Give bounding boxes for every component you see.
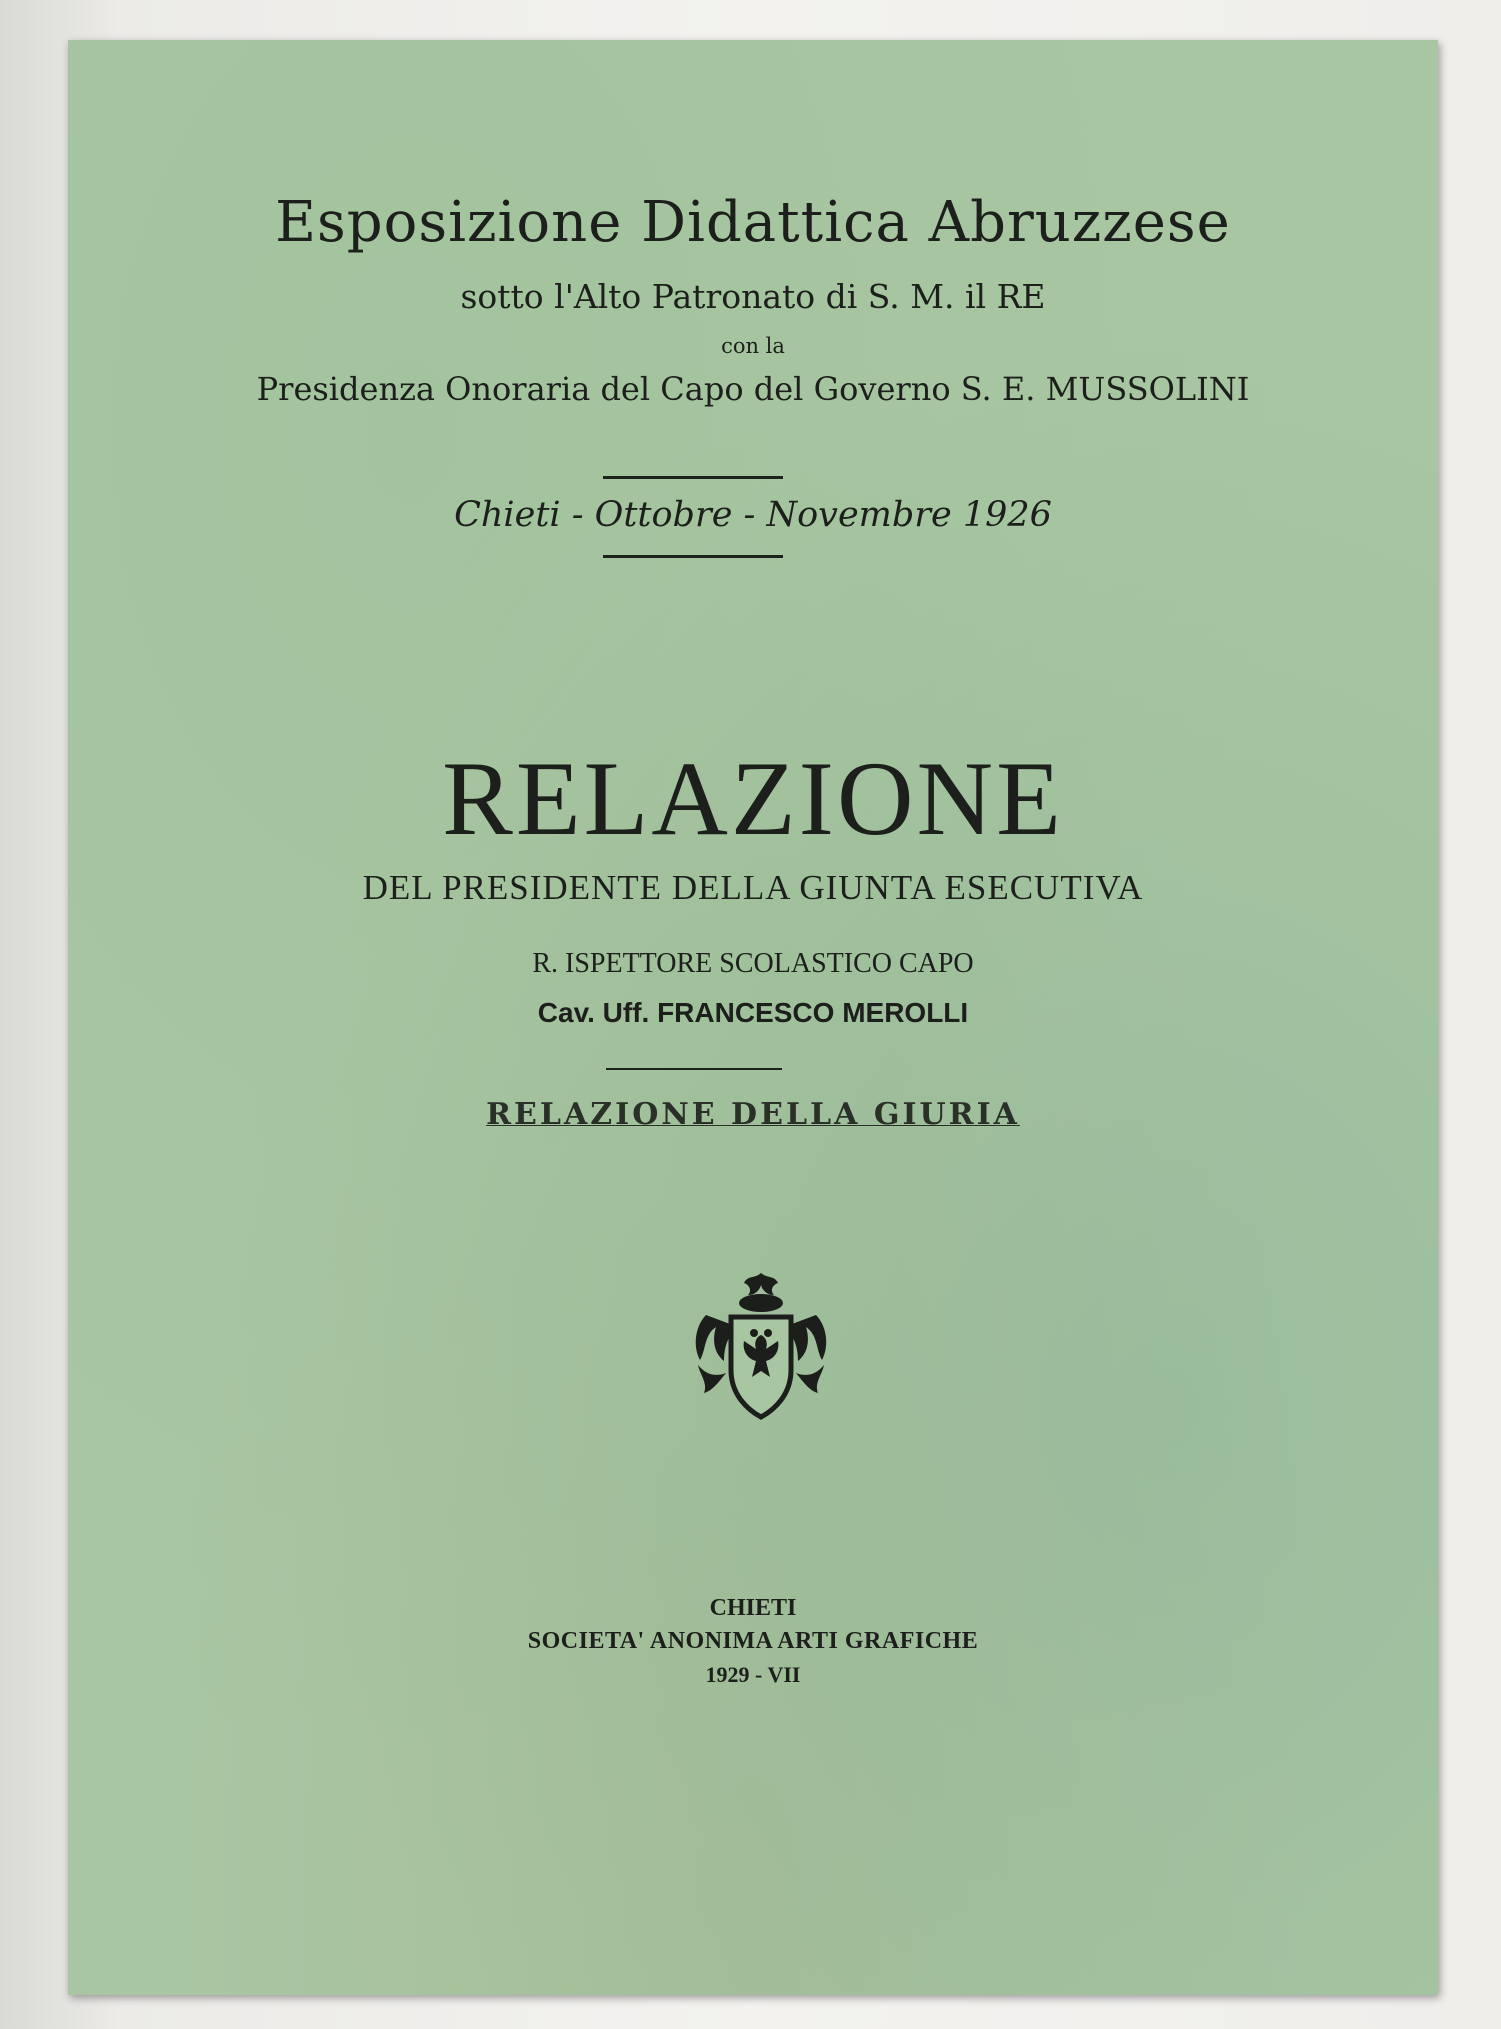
section-title: RELAZIONE DELLA GIURIA — [486, 1097, 1020, 1132]
subtitle: DEL PRESIDENTE DELLA GIUNTA ESECUTIVA — [362, 868, 1144, 907]
imprint-publisher: SOCIETA' ANONIMA ARTI GRAFICHE — [527, 1628, 979, 1654]
imprint-year: 1929 - VII — [705, 1662, 801, 1687]
coat-of-arms-icon — [686, 1265, 836, 1425]
author-name: Cav. Uff. FRANCESCO MEROLLI — [537, 997, 969, 1028]
presidency-line: Presidenza Onoraria del Capo del Governo S. E. MUSSOLINI — [256, 370, 1250, 408]
con-la-line: con la — [721, 334, 785, 358]
divider-author — [606, 1068, 782, 1070]
divider-bottom — [603, 555, 783, 558]
patronage-line: sotto l'Alto Patronato di S. M. il RE — [460, 277, 1046, 316]
author-role: R. ISPETTORE SCOLASTICO CAPO — [532, 948, 974, 979]
main-title: RELAZIONE — [442, 740, 1064, 857]
divider-top — [603, 476, 783, 479]
imprint-city: CHIETI — [709, 1595, 797, 1621]
place-date: Chieti - Ottobre - Novembre 1926 — [454, 495, 1052, 535]
book-cover — [68, 40, 1438, 1995]
header-title: Esposizione Didattica Abruzzese — [275, 190, 1231, 255]
